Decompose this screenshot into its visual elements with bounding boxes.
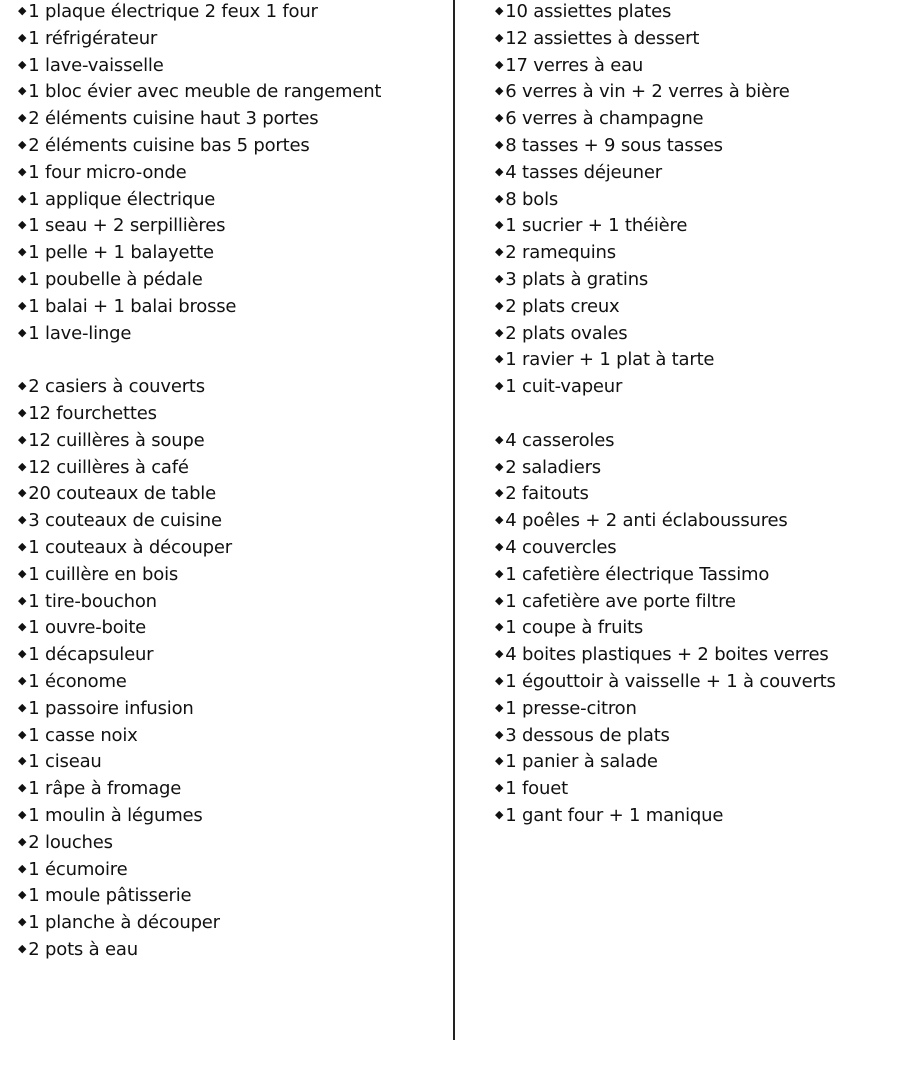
list-item (495, 54, 890, 81)
list-item-label: 2 éléments cuisine bas 5 portes (28, 134, 310, 156)
list-item-label: 4 poêles + 2 anti éclaboussures (505, 510, 788, 532)
bullet-icon: ◆ (495, 539, 504, 553)
list-item-label: 1 ciseau (28, 751, 102, 773)
bullet-icon: ◆ (18, 861, 27, 875)
list-item (18, 214, 438, 241)
bullet-icon: ◆ (18, 459, 27, 473)
list-item (495, 536, 890, 563)
list-item-label: 3 couteaux de cuisine (28, 510, 222, 532)
list-item (495, 107, 890, 134)
bullet-icon: ◆ (18, 888, 27, 902)
bullet-icon: ◆ (495, 57, 504, 71)
list-item-label: 2 ramequins (505, 242, 616, 264)
bullet-icon: ◆ (495, 191, 504, 205)
list-item-label: 1 coupe à fruits (505, 617, 644, 639)
list-item (18, 268, 438, 295)
list-item (18, 724, 438, 751)
bullet-icon: ◆ (495, 111, 504, 125)
list-item-label: 2 casiers à couverts (28, 376, 205, 398)
list-item-label: 1 ravier + 1 plat à tarte (505, 349, 715, 371)
bullet-icon: ◆ (18, 379, 27, 393)
bullet-icon: ◆ (18, 834, 27, 848)
bullet-icon: ◆ (495, 807, 504, 821)
bullet-icon: ◆ (495, 30, 504, 44)
list-item (18, 429, 438, 456)
bullet-icon: ◆ (18, 4, 27, 17)
list-item-label: 3 plats à gratins (505, 268, 649, 290)
list-item (18, 27, 438, 54)
bullet-icon: ◆ (495, 673, 504, 687)
bullet-icon: ◆ (495, 754, 504, 768)
list-item (18, 884, 438, 911)
list-item-label: 1 décapsuleur (28, 644, 154, 666)
bullet-icon: ◆ (18, 271, 27, 285)
list-item (18, 536, 438, 563)
list-item-label: 1 cafetière ave porte filtre (505, 590, 736, 612)
bullet-icon: ◆ (18, 807, 27, 821)
list-item-label: 2 pots à eau (28, 938, 138, 960)
list-item (495, 80, 890, 107)
list-item (495, 724, 890, 751)
bullet-icon: ◆ (495, 486, 504, 500)
bullet-icon: ◆ (18, 941, 27, 955)
bullet-icon: ◆ (18, 325, 27, 339)
list-item (18, 241, 438, 268)
bullet-icon: ◆ (495, 4, 504, 17)
list-item (495, 295, 890, 322)
list-item (18, 509, 438, 536)
list-item-label: 1 râpe à fromage (28, 778, 182, 800)
list-item-label: 10 assiettes plates (505, 1, 672, 22)
list-item-label: 1 ouvre-boite (28, 617, 147, 639)
bullet-icon: ◆ (495, 218, 504, 232)
bullet-icon: ◆ (495, 700, 504, 714)
list-item (18, 80, 438, 107)
list-item-label: 4 casseroles (505, 429, 615, 451)
bullet-icon: ◆ (18, 84, 27, 98)
bullet-icon: ◆ (18, 432, 27, 446)
list-item (18, 456, 438, 483)
list-item-label: 6 verres à vin + 2 verres à bière (505, 81, 790, 103)
list-item-label: 1 gant four + 1 manique (505, 804, 724, 826)
bullet-icon: ◆ (495, 271, 504, 285)
bullet-icon: ◆ (495, 593, 504, 607)
list-item (18, 322, 438, 349)
list-item-label: 1 moulin à légumes (28, 804, 203, 826)
list-item (18, 590, 438, 617)
list-item-label: 1 cuillère en bois (28, 563, 179, 585)
bullet-icon: ◆ (495, 84, 504, 98)
bullet-icon: ◆ (18, 727, 27, 741)
list-item-label: 1 bloc évier avec meuble de rangement (28, 81, 382, 103)
list-item (495, 804, 890, 831)
list-item-label: 1 poubelle à pédale (28, 268, 203, 290)
list-item-label: 6 verres à champagne (505, 108, 704, 130)
list-item-label: 3 dessous de plats (505, 724, 670, 746)
list-item (495, 482, 890, 509)
list-item (495, 670, 890, 697)
list-item-label: 1 tire-bouchon (28, 590, 157, 612)
list-item-label: 12 assiettes à dessert (505, 27, 700, 49)
list-item-label: 4 couvercles (505, 536, 617, 558)
list-item (495, 188, 890, 215)
bullet-icon: ◆ (18, 57, 27, 71)
bullet-icon: ◆ (18, 218, 27, 232)
bullet-icon: ◆ (495, 245, 504, 259)
list-item (495, 777, 890, 804)
list-item (18, 563, 438, 590)
list-item (18, 402, 438, 429)
list-item (495, 563, 890, 590)
bullet-icon: ◆ (18, 111, 27, 125)
list-item (18, 858, 438, 885)
list-item (495, 643, 890, 670)
list-item (18, 161, 438, 188)
list-item-label: 1 plaque électrique 2 feux 1 four (28, 1, 318, 22)
list-item-label: 1 réfrigérateur (28, 27, 158, 49)
list-item (18, 54, 438, 81)
list-item (18, 750, 438, 777)
bullet-icon: ◆ (18, 539, 27, 553)
list-item-label: 1 pelle + 1 balayette (28, 242, 214, 264)
list-item (18, 375, 438, 402)
list-item-label: 1 panier à salade (505, 751, 658, 773)
bullet-icon: ◆ (495, 566, 504, 580)
list-item (495, 348, 890, 375)
list-item (18, 107, 438, 134)
list-item (495, 134, 890, 161)
list-item (495, 429, 890, 456)
bullet-icon: ◆ (18, 298, 27, 312)
list-item-label: 1 cuit-vapeur (505, 376, 623, 398)
bullet-icon: ◆ (18, 915, 27, 929)
list-item-label: 2 louches (28, 831, 113, 853)
list-item-label: 8 tasses + 9 sous tasses (505, 134, 723, 156)
bullet-icon: ◆ (495, 379, 504, 393)
list-item (495, 375, 890, 402)
list-item (495, 322, 890, 349)
list-item-label: 1 fouet (505, 778, 568, 800)
list-item (495, 616, 890, 643)
list-item-label: 17 verres à eau (505, 54, 644, 76)
inventory-left-column (18, 0, 438, 965)
list-item-label: 1 lave-vaisselle (28, 54, 164, 76)
bullet-icon: ◆ (18, 164, 27, 178)
bullet-icon: ◆ (495, 164, 504, 178)
bullet-icon: ◆ (495, 298, 504, 312)
list-item-label: 2 plats ovales (505, 322, 628, 344)
list-item-label: 1 égouttoir à vaisselle + 1 à couverts (505, 670, 836, 692)
list-item (18, 831, 438, 858)
list-item-label: 1 économe (28, 670, 127, 692)
list-item (495, 214, 890, 241)
list-spacer (495, 402, 890, 429)
list-item (495, 456, 890, 483)
list-item (18, 697, 438, 724)
bullet-icon: ◆ (495, 325, 504, 339)
list-item (18, 670, 438, 697)
list-item-label: 2 saladiers (505, 456, 601, 478)
list-item (495, 590, 890, 617)
bullet-icon: ◆ (495, 352, 504, 366)
list-item-label: 1 four micro-onde (28, 161, 187, 183)
list-item-label: 12 cuillères à soupe (28, 429, 205, 451)
list-item (495, 241, 890, 268)
bullet-icon: ◆ (18, 191, 27, 205)
list-item (495, 0, 890, 27)
list-item-label: 1 casse noix (28, 724, 138, 746)
bullet-icon: ◆ (495, 459, 504, 473)
list-item-label: 1 moule pâtisserie (28, 885, 192, 907)
list-item (18, 188, 438, 215)
list-item (495, 750, 890, 777)
bullet-icon: ◆ (18, 405, 27, 419)
bullet-icon: ◆ (18, 245, 27, 259)
bullet-icon: ◆ (18, 566, 27, 580)
bullet-icon: ◆ (18, 30, 27, 44)
list-item (495, 161, 890, 188)
list-spacer (18, 348, 438, 375)
bullet-icon: ◆ (495, 620, 504, 634)
bullet-icon: ◆ (18, 513, 27, 527)
bullet-icon: ◆ (495, 727, 504, 741)
list-item (18, 0, 438, 27)
list-item (495, 27, 890, 54)
list-item-label: 1 écumoire (28, 858, 128, 880)
list-item-label: 2 plats creux (505, 295, 620, 317)
bullet-icon: ◆ (18, 673, 27, 687)
bullet-icon: ◆ (18, 137, 27, 151)
inventory-right-column (495, 0, 890, 831)
list-item-label: 1 couteaux à découper (28, 536, 232, 558)
bullet-icon: ◆ (495, 781, 504, 795)
list-item-label: 1 sucrier + 1 théière (505, 215, 688, 237)
column-divider (453, 0, 455, 1040)
list-item (495, 697, 890, 724)
list-item (495, 509, 890, 536)
list-item-label: 1 lave-linge (28, 322, 132, 344)
list-item (18, 911, 438, 938)
list-item (18, 134, 438, 161)
bullet-icon: ◆ (18, 593, 27, 607)
list-item-label: 1 cafetière électrique Tassimo (505, 563, 770, 585)
list-item-label: 4 tasses déjeuner (505, 161, 662, 183)
bullet-icon: ◆ (495, 137, 504, 151)
list-item (18, 616, 438, 643)
bullet-icon: ◆ (18, 620, 27, 634)
list-item (18, 777, 438, 804)
list-item-label: 1 seau + 2 serpillières (28, 215, 226, 237)
bullet-icon: ◆ (495, 647, 504, 661)
list-item (18, 643, 438, 670)
bullet-icon: ◆ (18, 647, 27, 661)
bullet-icon: ◆ (18, 754, 27, 768)
bullet-icon: ◆ (18, 700, 27, 714)
list-item-label: 20 couteaux de table (28, 483, 216, 505)
list-item (18, 804, 438, 831)
list-item-label: 4 boites plastiques + 2 boites verres (505, 644, 829, 666)
bullet-icon: ◆ (18, 486, 27, 500)
list-item-label: 2 faitouts (505, 483, 589, 505)
list-item (18, 938, 438, 965)
list-item-label: 2 éléments cuisine haut 3 portes (28, 108, 319, 130)
bullet-icon: ◆ (18, 781, 27, 795)
list-item (18, 482, 438, 509)
list-item-label: 12 cuillères à café (28, 456, 189, 478)
list-item-label: 1 passoire infusion (28, 697, 194, 719)
list-item-label: 1 applique électrique (28, 188, 216, 210)
list-item-label: 1 presse-citron (505, 697, 637, 719)
bullet-icon: ◆ (495, 432, 504, 446)
list-item-label: 8 bols (505, 188, 559, 210)
list-item (495, 268, 890, 295)
list-item (18, 295, 438, 322)
list-item-label: 1 balai + 1 balai brosse (28, 295, 237, 317)
list-item-label: 1 planche à découper (28, 912, 220, 934)
bullet-icon: ◆ (495, 513, 504, 527)
list-item-label: 12 fourchettes (28, 402, 157, 424)
